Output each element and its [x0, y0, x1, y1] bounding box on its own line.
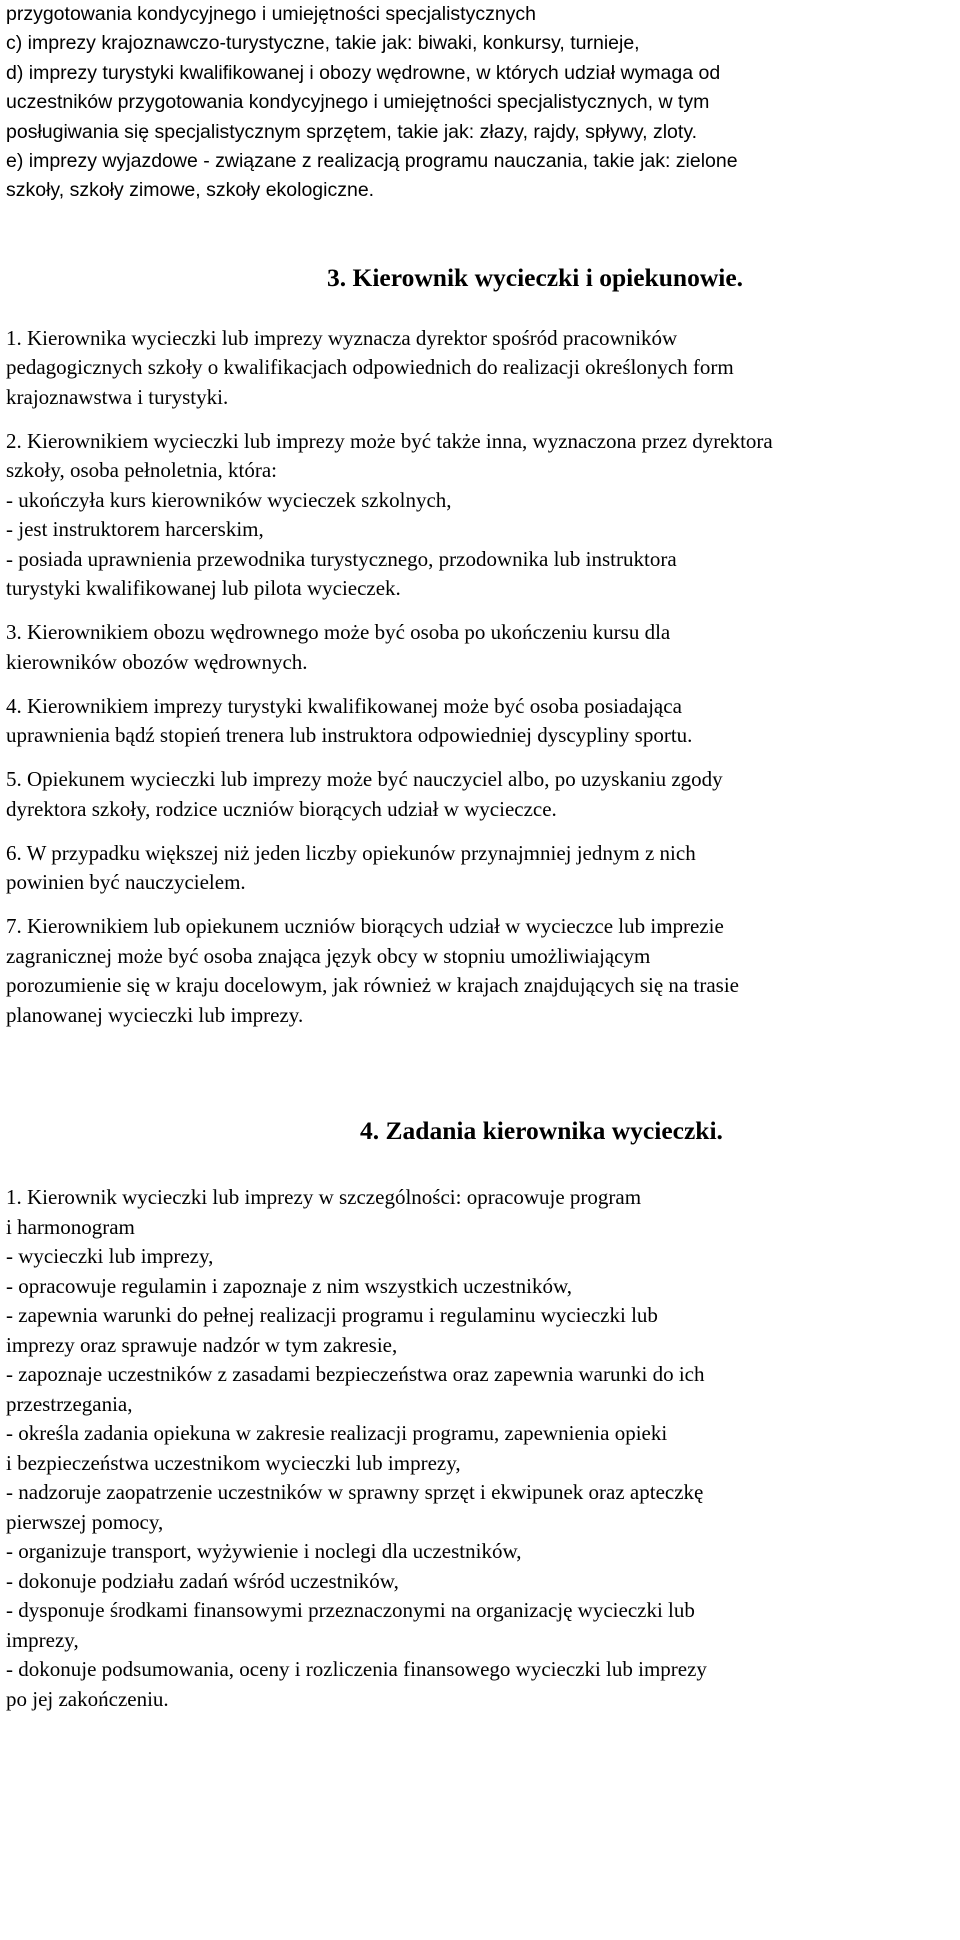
text-line: - wycieczki lub imprezy,	[6, 1244, 214, 1269]
text-line: - posiada uprawnienia przewodnika turystycznego, przodownika lub instruktora	[6, 546, 677, 571]
section-3-heading: 3. Kierownik wycieczki i opiekunowie.	[327, 262, 744, 292]
paragraph-7	[6, 912, 960, 1030]
intro-list	[6, 0, 960, 206]
text-line: - dysponuje środkami finansowymi przeznaczonymi na organizację wycieczki lub	[6, 1598, 695, 1623]
intro-line: uczestników przygotowania kondycyjnego i umiejętności specjalistycznych, w tym	[6, 91, 710, 114]
section-3-body	[6, 324, 960, 1031]
text-line: powinien być nauczycielem.	[6, 870, 246, 895]
text-line: - określa zadania opiekuna w zakresie realizacji programu, zapewnienia opieki	[6, 1421, 668, 1446]
text-line: - opracowuje regulamin i zapoznaje z nim wszystkich uczestników,	[6, 1273, 573, 1298]
text-line: - zapoznaje uczestników z zasadami bezpieczeństwa oraz zapewnia warunki do ich	[6, 1362, 705, 1387]
text-line: dyrektora szkoły, rodzice uczniów biorących udział w wycieczce.	[6, 796, 557, 821]
text-line: 7. Kierownikiem lub opiekunem uczniów biorących udział w wycieczce lub imprezie	[6, 914, 724, 939]
text-line: porozumienie się w kraju docelowym, jak również w krajach znajdujących się na trasie	[6, 973, 739, 998]
intro-line: e) imprezy wyjazdowe - związane z realizacją programu nauczania, takie jak: zielone	[6, 150, 738, 173]
paragraph-3	[6, 618, 960, 677]
paragraph-5	[6, 765, 960, 824]
paragraph-2	[6, 427, 960, 604]
intro-line: przygotowania kondycyjnego i umiejętności specjalistycznych	[6, 3, 537, 25]
text-line: 3. Kierownikiem obozu wędrownego może być osoba po ukończeniu kursu dla	[6, 620, 671, 645]
text-line: przestrzegania,	[6, 1391, 133, 1416]
text-line: planowanej wycieczki lub imprezy.	[6, 1002, 304, 1027]
text-line: i harmonogram	[6, 1214, 135, 1239]
text-line: pedagogicznych szkoły o kwalifikacjach odpowiednich do realizacji określonych form	[6, 355, 734, 380]
text-line: zagranicznej może być osoba znająca język obcy w stopniu umożliwiającym	[6, 943, 651, 968]
text-line: 5. Opiekunem wycieczki lub imprezy może być nauczyciel albo, po uzyskaniu zgody	[6, 767, 723, 792]
text-line: 2. Kierownikiem wycieczki lub imprezy może być także inna, wyznaczona przez dyrektora	[6, 428, 773, 453]
paragraph-1	[6, 324, 960, 413]
paragraph-6	[6, 839, 960, 898]
paragraph-4	[6, 692, 960, 751]
text-line: 1. Kierownik wycieczki lub imprezy w szczególności: opracowuje program	[6, 1185, 642, 1210]
text-line: - jest instruktorem harcerskim,	[6, 517, 264, 542]
text-line: szkoły, osoba pełnoletnia, która:	[6, 458, 277, 483]
section-4-body	[6, 1183, 960, 1714]
section-4-heading: 4. Zadania kierownika wycieczki.	[360, 1116, 723, 1146]
text-line: uprawnienia bądź stopień trenera lub instruktora odpowiedniej dyscypliny sportu.	[6, 723, 693, 748]
text-line: - nadzoruje zaopatrzenie uczestników w sprawny sprzęt i ekwipunek oraz apteczkę	[6, 1480, 704, 1505]
text-line: imprezy oraz sprawuje nadzór w tym zakresie,	[6, 1332, 398, 1357]
text-line: imprezy,	[6, 1627, 79, 1652]
text-line: - dokonuje podziału zadań wśród uczestników,	[6, 1568, 399, 1593]
text-line: kierowników obozów wędrownych.	[6, 649, 308, 674]
text-line: 4. Kierownikiem imprezy turystyki kwalifikowanej może być osoba posiadająca	[6, 693, 682, 718]
text-line: turystyki kwalifikowanej lub pilota wycieczek.	[6, 576, 401, 601]
intro-line: posługiwania się specjalistycznym sprzętem, takie jak: złazy, rajdy, spływy, zloty.	[6, 120, 698, 143]
text-line: krajoznawstwa i turystyki.	[6, 384, 229, 409]
intro-line: c) imprezy krajoznawczo-turystyczne, takie jak: biwaki, konkursy, turnieje,	[6, 32, 640, 55]
intro-line: d) imprezy turystyki kwalifikowanej i obozy wędrowne, w których udział wymaga od	[6, 61, 721, 84]
text-line: i bezpieczeństwa uczestnikom wycieczki lub imprezy,	[6, 1450, 461, 1475]
text-line: - dokonuje podsumowania, oceny i rozliczenia finansowego wycieczki lub imprezy	[6, 1657, 707, 1682]
text-line: po jej zakończeniu.	[6, 1686, 169, 1711]
text-line: 1. Kierownika wycieczki lub imprezy wyznacza dyrektor spośród pracowników	[6, 325, 678, 350]
intro-line: szkoły, szkoły zimowe, szkoły ekologiczne.	[6, 179, 375, 202]
text-line: - organizuje transport, wyżywienie i noclegi dla uczestników,	[6, 1539, 522, 1564]
text-line: pierwszej pomocy,	[6, 1509, 164, 1534]
text-line: - zapewnia warunki do pełnej realizacji programu i regulaminu wycieczki lub	[6, 1303, 658, 1328]
text-line: - ukończyła kurs kierowników wycieczek szkolnych,	[6, 487, 452, 512]
text-line: 6. W przypadku większej niż jeden liczby opiekunów przynajmniej jednym z nich	[6, 840, 696, 865]
